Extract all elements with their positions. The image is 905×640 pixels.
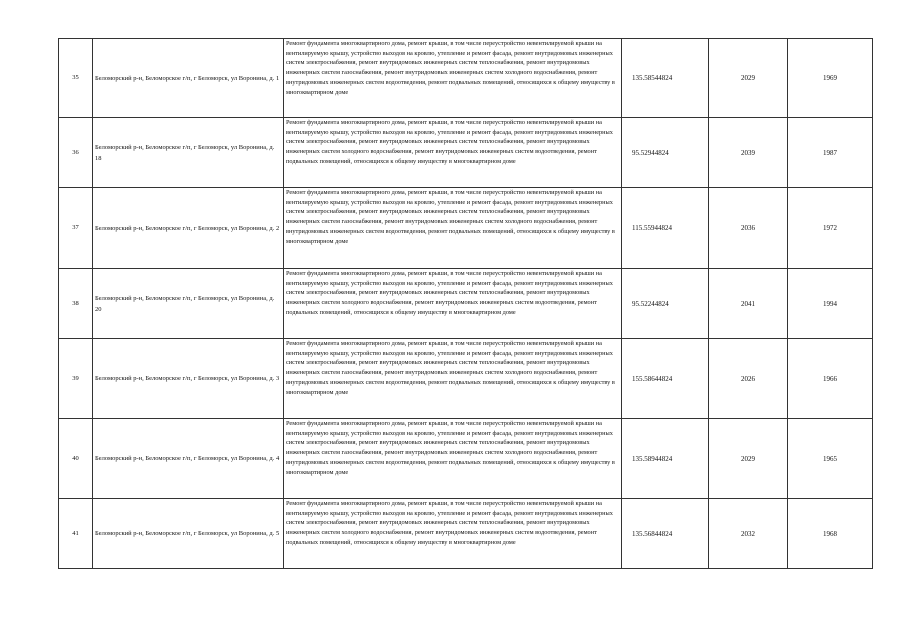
cost-cell: 155.58644824 <box>622 339 709 419</box>
row-number: 37 <box>59 188 93 269</box>
repair-schedule-table <box>58 38 873 569</box>
table-row <box>59 339 873 419</box>
planned-year-cell: 2032 <box>709 499 788 569</box>
table-row <box>59 118 873 188</box>
address-cell: Беломорский р-н, Беломорское г/п, г Беломорск, ул Воронина, д. 5 <box>93 499 284 569</box>
table-row <box>59 419 873 499</box>
row-number: 39 <box>59 339 93 419</box>
works-cell: Ремонт фундамента многоквартирного дома, ремонт крыши, в том числе переустройство невентилируемой крыши на вентилируемую крышу, устройство выходов на кровлю, утепление и ремонт фасада, ремонт внутридомовых инженерных систем электроснабжения, ремонт внутридомовых инженерных систем теплоснабжения, ремонт внутридомовых инженерных систем холодного водоснабжения, ремонт внутридомовых инженерных систем водоотведения, ремонт подвальных помещений, относящихся к общему имуществу в многоквартирном доме <box>284 499 622 569</box>
works-cell: Ремонт фундамента многоквартирного дома, ремонт крыши, в том числе переустройство невентилируемой крыши на вентилируемую крышу, устройство выходов на кровлю, утепление и ремонт фасада, ремонт внутридомовых инженерных систем электроснабжения, ремонт внутридомовых инженерных систем теплоснабжения, ремонт внутридомовых инженерных систем газоснабжения, ремонт внутридомовых инженерных систем холодного водоснабжения, ремонт внутридомовых инженерных систем водоотведения, ремонт подвальных помещений, относящихся к общему имуществу в многоквартирном доме <box>284 39 622 118</box>
works-cell: Ремонт фундамента многоквартирного дома, ремонт крыши, в том числе переустройство невентилируемой крыши на вентилируемую крышу, устройство выходов на кровлю, утепление и ремонт фасада, ремонт внутридомовых инженерных систем электроснабжения, ремонт внутридомовых инженерных систем теплоснабжения, ремонт внутридомовых инженерных систем газоснабжения, ремонт внутридомовых инженерных систем холодного водоснабжения, ремонт внутридомовых инженерных систем водоотведения, ремонт подвальных помещений, относящихся к общему имуществу в многоквартирном доме <box>284 419 622 499</box>
address-cell: Беломорский р-н, Беломорское г/п, г Беломорск, ул Воронина, д. 20 <box>93 269 284 339</box>
build-year-cell: 1987 <box>788 118 873 188</box>
planned-year-cell: 2029 <box>709 419 788 499</box>
address-cell: Беломорский р-н, Беломорское г/п, г Беломорск, ул Воронина, д. 2 <box>93 188 284 269</box>
planned-year-cell: 2026 <box>709 339 788 419</box>
row-number: 38 <box>59 269 93 339</box>
works-cell: Ремонт фундамента многоквартирного дома, ремонт крыши, в том числе переустройство невентилируемой крыши на вентилируемую крышу, устройство выходов на кровлю, утепление и ремонт фасада, ремонт внутридомовых инженерных систем электроснабжения, ремонт внутридомовых инженерных систем теплоснабжения, ремонт внутридомовых инженерных систем газоснабжения, ремонт внутридомовых инженерных систем холодного водоснабжения, ремонт внутридомовых инженерных систем водоотведения, ремонт подвальных помещений, относящихся к общему имуществу в многоквартирном доме <box>284 188 622 269</box>
row-number: 35 <box>59 39 93 118</box>
address-cell: Беломорский р-н, Беломорское г/п, г Беломорск, ул Воронина, д. 18 <box>93 118 284 188</box>
table-row <box>59 188 873 269</box>
table-row <box>59 39 873 118</box>
planned-year-cell: 2029 <box>709 39 788 118</box>
address-cell: Беломорский р-н, Беломорское г/п, г Беломорск, ул Воронина, д. 3 <box>93 339 284 419</box>
address-cell: Беломорский р-н, Беломорское г/п, г Беломорск, ул Воронина, д. 4 <box>93 419 284 499</box>
build-year-cell: 1968 <box>788 499 873 569</box>
build-year-cell: 1966 <box>788 339 873 419</box>
build-year-cell: 1994 <box>788 269 873 339</box>
row-number: 41 <box>59 499 93 569</box>
planned-year-cell: 2039 <box>709 118 788 188</box>
row-number: 36 <box>59 118 93 188</box>
cost-cell: 135.56844824 <box>622 499 709 569</box>
build-year-cell: 1965 <box>788 419 873 499</box>
build-year-cell: 1969 <box>788 39 873 118</box>
planned-year-cell: 2036 <box>709 188 788 269</box>
cost-cell: 95.52244824 <box>622 269 709 339</box>
works-cell: Ремонт фундамента многоквартирного дома, ремонт крыши, в том числе переустройство невентилируемой крыши на вентилируемую крышу, устройство выходов на кровлю, утепление и ремонт фасада, ремонт внутридомовых инженерных систем электроснабжения, ремонт внутридомовых инженерных систем теплоснабжения, ремонт внутридомовых инженерных систем холодного водоснабжения, ремонт внутридомовых инженерных систем водоотведения, ремонт подвальных помещений, относящихся к общему имуществу в многоквартирном доме <box>284 118 622 188</box>
works-cell: Ремонт фундамента многоквартирного дома, ремонт крыши, в том числе переустройство невентилируемой крыши на вентилируемую крышу, устройство выходов на кровлю, утепление и ремонт фасада, ремонт внутридомовых инженерных систем электроснабжения, ремонт внутридомовых инженерных систем теплоснабжения, ремонт внутридомовых инженерных систем холодного водоснабжения, ремонт внутридомовых инженерных систем водоотведения, ремонт подвальных помещений, относящихся к общему имуществу в многоквартирном доме <box>284 269 622 339</box>
cost-cell: 115.55944824 <box>622 188 709 269</box>
cost-cell: 135.58944824 <box>622 419 709 499</box>
table-row <box>59 269 873 339</box>
planned-year-cell: 2041 <box>709 269 788 339</box>
works-cell: Ремонт фундамента многоквартирного дома, ремонт крыши, в том числе переустройство невентилируемой крыши на вентилируемую крышу, устройство выходов на кровлю, утепление и ремонт фасада, ремонт внутридомовых инженерных систем электроснабжения, ремонт внутридомовых инженерных систем теплоснабжения, ремонт внутридомовых инженерных систем газоснабжения, ремонт внутридомовых инженерных систем холодного водоснабжения, ремонт внутридомовых инженерных систем водоотведения, ремонт подвальных помещений, относящихся к общему имуществу в многоквартирном доме <box>284 339 622 419</box>
cost-cell: 95.52944824 <box>622 118 709 188</box>
build-year-cell: 1972 <box>788 188 873 269</box>
address-cell: Беломорский р-н, Беломорское г/п, г Беломорск, ул Воронина, д. 1 <box>93 39 284 118</box>
table-row <box>59 499 873 569</box>
cost-cell: 135.58544824 <box>622 39 709 118</box>
row-number: 40 <box>59 419 93 499</box>
